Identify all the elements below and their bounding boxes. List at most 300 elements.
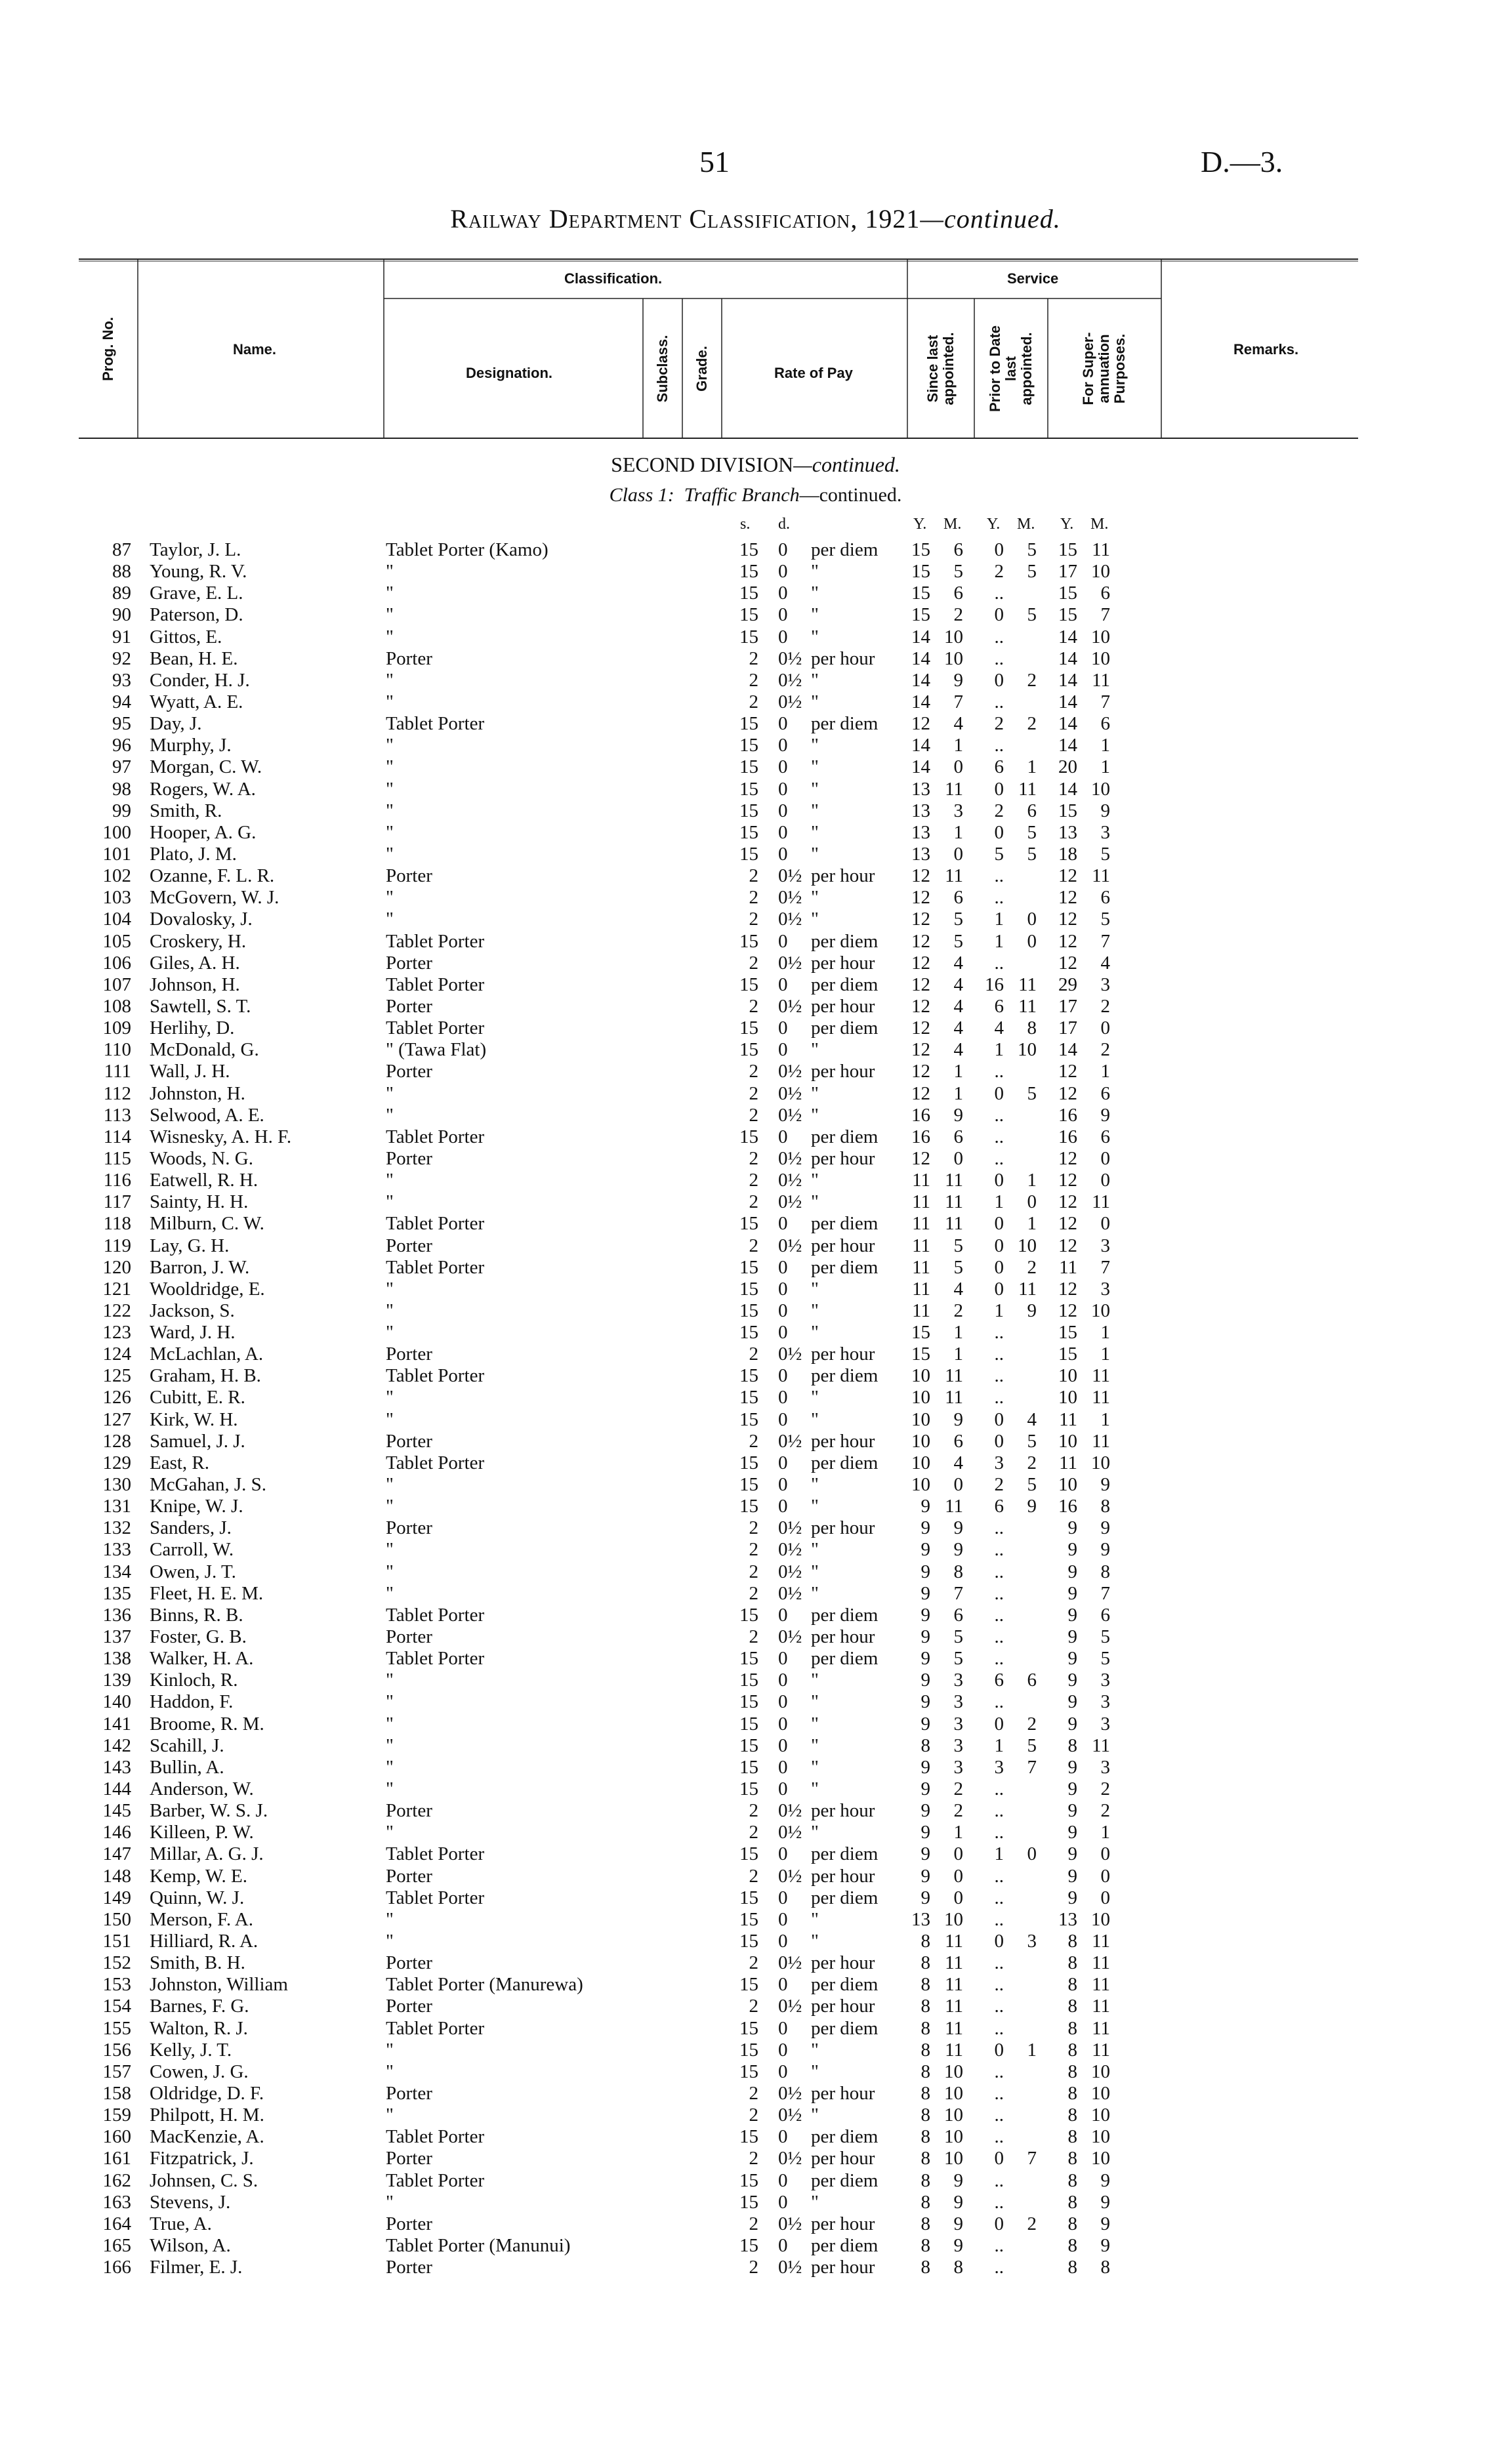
since-months: 9: [953, 2191, 963, 2213]
prog-no: 102: [102, 865, 131, 887]
pay-unit: ": [811, 1039, 819, 1061]
since-months: 0: [953, 756, 963, 778]
table-row: [0, 1952, 1511, 1974]
table-row: [0, 2148, 1511, 2169]
super-months: 11: [1092, 1931, 1110, 1952]
since-months: 11: [945, 2039, 963, 2061]
prior-months: 1: [1027, 756, 1037, 778]
super-years: 10: [1058, 1365, 1077, 1387]
since-months: 3: [953, 1670, 963, 1691]
since-years: 8: [921, 1996, 930, 2017]
since-months: 5: [953, 1256, 963, 1278]
staff-name: Woods, N. G.: [150, 1147, 253, 1169]
super-years: 12: [1058, 952, 1077, 974]
pay-shillings: 15: [739, 626, 758, 647]
prog-no: 114: [103, 1126, 131, 1147]
table-row: [0, 735, 1511, 756]
super-months: 11: [1092, 1996, 1110, 2017]
prog-no: 93: [112, 669, 131, 691]
designation: Tablet Porter: [386, 1843, 485, 1865]
super-months: 10: [1091, 561, 1110, 583]
super-months: 0: [1100, 1843, 1110, 1865]
super-years: 11: [1059, 1256, 1077, 1278]
staff-name: Gittos, E.: [150, 626, 222, 647]
super-years: 12: [1058, 1235, 1077, 1256]
pay-unit: per hour: [811, 1344, 875, 1365]
designation: Porter: [386, 1952, 432, 1974]
prior-years: 0: [994, 1278, 1004, 1300]
designation: Tablet Porter: [386, 1452, 485, 1473]
prog-no: 133: [102, 1539, 131, 1561]
staff-name: Hilliard, R. A.: [150, 1931, 259, 1952]
staff-name: Sainty, H. H.: [150, 1191, 249, 1213]
designation: " (Tawa Flat): [386, 1039, 487, 1061]
table-row: [0, 1517, 1511, 1539]
pay-pence: 0½: [778, 1104, 802, 1126]
super-years: 29: [1058, 974, 1077, 995]
prog-no: 126: [102, 1387, 131, 1408]
prior-months: 7: [1027, 1756, 1037, 1778]
table-row: [0, 626, 1511, 648]
since-months: 9: [953, 2234, 963, 2256]
staff-name: Murphy, J.: [150, 735, 232, 756]
designation: Tablet Porter: [386, 713, 485, 735]
pay-unit: ": [811, 1778, 819, 1800]
prog-no: 137: [102, 1626, 131, 1648]
since-months: 9: [953, 1408, 963, 1430]
pay-shillings: 2: [749, 995, 758, 1017]
class-label: Class 1:: [609, 484, 674, 506]
super-years: 13: [1058, 1908, 1077, 1930]
pay-pence: 0: [778, 1039, 788, 1061]
staff-name: Sawtell, S. T.: [150, 995, 251, 1017]
designation: ": [386, 1322, 394, 1344]
pay-shillings: 2: [749, 1996, 758, 2017]
pay-unit: ": [811, 1104, 819, 1126]
prog-no: 112: [103, 1082, 131, 1104]
pay-unit: ": [811, 1170, 819, 1191]
designation: Porter: [386, 865, 432, 887]
pay-shillings: 15: [739, 2169, 758, 2191]
pay-shillings: 2: [749, 1626, 758, 1648]
prior-years: ..: [994, 1887, 1004, 1908]
since-months: 10: [944, 2082, 963, 2104]
pay-unit: ": [811, 626, 819, 647]
since-years: 13: [911, 1908, 930, 1930]
pay-unit: ": [811, 2191, 819, 2213]
since-months: 1: [953, 735, 963, 756]
staff-name: Cowen, J. G.: [150, 2061, 249, 2082]
super-months: 9: [1100, 1539, 1110, 1561]
since-years: 9: [921, 1822, 930, 1843]
pay-pence: 0½: [778, 1865, 802, 1887]
table-row: [0, 1148, 1511, 1170]
designation: Tablet Porter: [386, 1213, 485, 1235]
pay-unit: per hour: [811, 2257, 875, 2278]
pay-pence: 0: [778, 756, 788, 778]
prior-months: 5: [1027, 1474, 1037, 1496]
pay-shillings: 15: [739, 1365, 758, 1387]
pay-pence: 0½: [778, 1952, 802, 1974]
prior-years: ..: [994, 2105, 1004, 2126]
super-years: 14: [1058, 735, 1077, 756]
prog-no: 143: [102, 1756, 131, 1778]
table-row: [0, 1300, 1511, 1322]
unit-prior-months: M.: [1017, 516, 1035, 533]
designation: Tablet Porter: [386, 1648, 485, 1670]
super-months: 10: [1091, 1908, 1110, 1930]
designation: Porter: [386, 2213, 432, 2234]
pay-shillings: 2: [749, 1800, 758, 1822]
designation: ": [386, 583, 394, 604]
since-months: 4: [953, 1452, 963, 1473]
prog-no: 127: [102, 1408, 131, 1430]
table-row: [0, 1996, 1511, 2017]
prior-years: 0: [994, 778, 1004, 800]
staff-name: Barnes, F. G.: [150, 1996, 249, 2017]
pay-shillings: 2: [749, 2257, 758, 2278]
super-years: 9: [1067, 1626, 1077, 1648]
super-years: 8: [1067, 2213, 1077, 2234]
pay-shillings: 15: [739, 1691, 758, 1713]
super-months: 6: [1100, 583, 1110, 604]
pay-pence: 0: [778, 2191, 788, 2213]
prior-years: ..: [994, 952, 1004, 974]
prog-no: 125: [102, 1365, 131, 1387]
designation: ": [386, 1670, 394, 1691]
prog-no: 152: [102, 1952, 131, 1974]
pay-unit: ": [811, 756, 819, 778]
super-months: 2: [1100, 995, 1110, 1017]
prior-months: 5: [1027, 604, 1037, 626]
pay-shillings: 2: [749, 647, 758, 669]
pay-unit: per diem: [811, 1017, 879, 1039]
prior-months: 6: [1027, 800, 1037, 821]
since-years: 11: [912, 1191, 930, 1213]
prior-years: ..: [994, 2234, 1004, 2256]
super-months: 2: [1100, 1039, 1110, 1061]
table-row: [0, 844, 1511, 865]
pay-unit: ": [811, 735, 819, 756]
staff-name: Fitzpatrick, J.: [150, 2148, 254, 2169]
staff-name: Ozanne, F. L. R.: [150, 865, 275, 887]
pay-shillings: 15: [739, 756, 758, 778]
staff-name: Paterson, D.: [150, 604, 243, 626]
since-months: 3: [953, 1756, 963, 1778]
super-years: 11: [1059, 1452, 1077, 1473]
pay-unit: ": [811, 1735, 819, 1756]
designation: Porter: [386, 952, 432, 974]
prior-years: 3: [994, 1756, 1004, 1778]
prior-years: ..: [994, 1147, 1004, 1169]
super-months: 8: [1100, 1561, 1110, 1582]
super-months: 0: [1100, 1147, 1110, 1169]
pay-pence: 0½: [778, 1061, 802, 1082]
prog-no: 92: [112, 647, 131, 669]
header-rate-of-pay: Rate of Pay: [774, 365, 853, 381]
staff-name: Quinn, W. J.: [150, 1887, 245, 1908]
pay-unit: ": [811, 1561, 819, 1582]
pay-unit: ": [811, 2105, 819, 2126]
since-years: 15: [911, 583, 930, 604]
prog-no: 107: [102, 974, 131, 995]
super-years: 9: [1067, 1517, 1077, 1539]
pay-pence: 0: [778, 1126, 788, 1147]
staff-name: Kinloch, R.: [150, 1670, 238, 1691]
designation: ": [386, 1474, 394, 1496]
staff-name: Graham, H. B.: [150, 1365, 261, 1387]
pay-shillings: 2: [749, 1170, 758, 1191]
pay-shillings: 15: [739, 1387, 758, 1408]
table-row: [0, 1170, 1511, 1191]
since-months: 2: [953, 1800, 963, 1822]
designation: Porter: [386, 1430, 432, 1452]
pay-shillings: 2: [749, 1191, 758, 1213]
pay-unit: per hour: [811, 952, 875, 974]
pay-shillings: 15: [739, 539, 758, 560]
pay-pence: 0: [778, 1908, 788, 1930]
super-years: 9: [1067, 1539, 1077, 1561]
pay-shillings: 15: [739, 1778, 758, 1800]
prior-years: ..: [994, 865, 1004, 887]
prior-years: ..: [994, 1344, 1004, 1365]
prior-years: 2: [994, 800, 1004, 821]
pay-unit: ": [811, 887, 819, 909]
pay-unit: ": [811, 778, 819, 800]
class-subtitle: [0, 484, 1511, 506]
prior-years: ..: [994, 1604, 1004, 1626]
prior-years: 0: [994, 821, 1004, 843]
designation: ": [386, 1496, 394, 1517]
pay-unit: ": [811, 1496, 819, 1517]
table-row: [0, 1931, 1511, 1952]
table-row: [0, 2170, 1511, 2192]
super-years: 15: [1058, 604, 1077, 626]
prog-no: 148: [102, 1865, 131, 1887]
super-years: 12: [1058, 1082, 1077, 1104]
pay-shillings: 15: [739, 974, 758, 995]
document-title-suffix: —continued.: [920, 204, 1061, 234]
pay-shillings: 15: [739, 1604, 758, 1626]
pay-unit: ": [811, 691, 819, 712]
pay-pence: 0: [778, 1931, 788, 1952]
prog-no: 118: [103, 1213, 131, 1235]
super-years: 9: [1067, 1713, 1077, 1735]
table-row: [0, 2061, 1511, 2083]
pay-unit: ": [811, 1582, 819, 1604]
table-row: [0, 2192, 1511, 2213]
staff-name: Rogers, W. A.: [150, 778, 256, 800]
pay-shillings: 15: [739, 2039, 758, 2061]
pay-pence: 0½: [778, 1430, 802, 1452]
designation: ": [386, 1278, 394, 1300]
super-years: 14: [1058, 1039, 1077, 1061]
table-row: [0, 1191, 1511, 1213]
since-months: 6: [953, 539, 963, 560]
prior-months: 0: [1027, 1191, 1037, 1213]
since-years: 9: [921, 1756, 930, 1778]
since-years: 8: [921, 2234, 930, 2256]
prior-years: ..: [994, 1626, 1004, 1648]
super-years: 9: [1067, 1582, 1077, 1604]
prior-months: 5: [1027, 539, 1037, 560]
prog-no: 151: [102, 1931, 131, 1952]
super-months: 11: [1092, 539, 1110, 560]
table-row: [0, 1322, 1511, 1344]
pay-pence: 0½: [778, 1561, 802, 1582]
since-years: 13: [911, 821, 930, 843]
prog-no: 159: [102, 2105, 131, 2126]
super-months: 11: [1092, 1365, 1110, 1387]
prior-years: 3: [994, 1452, 1004, 1473]
document-title-main: Railway Department Classification, 1921: [450, 204, 921, 234]
pay-pence: 0: [778, 1887, 788, 1908]
staff-name: Croskery, H.: [150, 930, 247, 952]
prog-no: 135: [102, 1582, 131, 1604]
pay-pence: 0: [778, 1778, 788, 1800]
header-prog-no: Prog. No.: [100, 317, 116, 381]
pay-unit: per diem: [811, 1126, 879, 1147]
table-row: [0, 1691, 1511, 1713]
prog-no: 115: [103, 1147, 131, 1169]
super-months: 11: [1092, 865, 1110, 887]
super-months: 9: [1100, 1474, 1110, 1496]
super-years: 9: [1067, 1691, 1077, 1713]
table-row: [0, 1561, 1511, 1583]
super-months: 2: [1100, 1778, 1110, 1800]
prog-no: 110: [103, 1039, 131, 1061]
designation: ": [386, 1082, 394, 1104]
pay-unit: ": [811, 909, 819, 930]
pay-shillings: 15: [739, 1496, 758, 1517]
prog-no: 154: [102, 1996, 131, 2017]
staff-name: Wisnesky, A. H. F.: [150, 1126, 292, 1147]
prog-no: 140: [102, 1691, 131, 1713]
pay-shillings: 15: [739, 1843, 758, 1865]
prior-years: 0: [994, 1213, 1004, 1235]
prior-years: ..: [994, 1126, 1004, 1147]
super-months: 11: [1092, 1952, 1110, 1974]
since-years: 8: [921, 2213, 930, 2234]
pay-shillings: 2: [749, 1539, 758, 1561]
super-years: 14: [1058, 778, 1077, 800]
pay-unit: per hour: [811, 1430, 875, 1452]
super-months: 0: [1100, 1865, 1110, 1887]
since-years: 12: [911, 995, 930, 1017]
pay-shillings: 2: [749, 1104, 758, 1126]
pay-pence: 0: [778, 583, 788, 604]
pay-unit: per hour: [811, 647, 875, 669]
staff-name: Bullin, A.: [150, 1756, 224, 1778]
pay-unit: ": [811, 2061, 819, 2082]
pay-unit: per hour: [811, 1800, 875, 1822]
header-since-last-appointed: Since last appointed.: [924, 332, 957, 405]
pay-unit: per diem: [811, 1452, 879, 1473]
since-years: 8: [921, 1974, 930, 1996]
since-years: 12: [911, 974, 930, 995]
pay-pence: 0: [778, 561, 788, 583]
pay-shillings: 15: [739, 604, 758, 626]
staff-name: Barron, J. W.: [150, 1256, 250, 1278]
since-years: 8: [921, 1735, 930, 1756]
staff-name: Johnsen, C. S.: [150, 2169, 259, 2191]
prior-years: ..: [994, 735, 1004, 756]
prior-years: ..: [994, 626, 1004, 647]
prior-years: ..: [994, 2169, 1004, 2191]
prog-no: 96: [112, 735, 131, 756]
prog-no: 91: [112, 626, 131, 647]
prog-no: 142: [102, 1735, 131, 1756]
prog-no: 150: [102, 1908, 131, 1930]
staff-name: Jackson, S.: [150, 1300, 235, 1321]
since-years: 15: [911, 561, 930, 583]
designation: ": [386, 626, 394, 647]
pay-unit: per diem: [811, 1604, 879, 1626]
designation: ": [386, 1387, 394, 1408]
unit-since-months: M.: [943, 516, 962, 533]
super-years: 9: [1067, 1648, 1077, 1670]
staff-name: Wooldridge, E.: [150, 1278, 265, 1300]
section-title: [0, 453, 1511, 477]
designation: ": [386, 821, 394, 843]
super-years: 17: [1058, 561, 1077, 583]
table-row: [0, 865, 1511, 887]
staff-name: Walton, R. J.: [150, 2017, 248, 2039]
designation: ": [386, 1300, 394, 1321]
pay-unit: per diem: [811, 1213, 879, 1235]
prior-months: 2: [1027, 2213, 1037, 2234]
staff-name: Johnston, H.: [150, 1082, 245, 1104]
pay-unit: ": [811, 1387, 819, 1408]
staff-name: Morgan, C. W.: [150, 756, 262, 778]
super-months: 10: [1091, 2061, 1110, 2082]
table-row: [0, 1648, 1511, 1670]
prior-months: 6: [1027, 1670, 1037, 1691]
since-years: 8: [921, 1931, 930, 1952]
since-months: 4: [953, 952, 963, 974]
staff-name: Ward, J. H.: [150, 1322, 236, 1344]
header-subclass: Subclass.: [654, 335, 671, 403]
prog-no: 138: [102, 1648, 131, 1670]
prior-months: 11: [1018, 974, 1037, 995]
super-years: 10: [1058, 1387, 1077, 1408]
super-months: 7: [1100, 1582, 1110, 1604]
pay-unit: ": [811, 1539, 819, 1561]
prog-no: 158: [102, 2082, 131, 2104]
pay-pence: 0: [778, 1974, 788, 1996]
super-years: 9: [1067, 1843, 1077, 1865]
super-years: 14: [1058, 626, 1077, 647]
designation: Porter: [386, 2082, 432, 2104]
prior-years: ..: [994, 2257, 1004, 2278]
table-row: [0, 713, 1511, 735]
since-months: 5: [953, 1235, 963, 1256]
prog-no: 89: [112, 583, 131, 604]
super-months: 10: [1091, 778, 1110, 800]
staff-name: Wilson, A.: [150, 2234, 231, 2256]
designation: Porter: [386, 1626, 432, 1648]
prior-months: 2: [1027, 1256, 1037, 1278]
pay-shillings: 2: [749, 1430, 758, 1452]
super-months: 3: [1100, 1670, 1110, 1691]
pay-pence: 0: [778, 604, 788, 626]
super-years: 20: [1058, 756, 1077, 778]
staff-name: Knipe, W. J.: [150, 1496, 243, 1517]
prior-months: 9: [1027, 1300, 1037, 1321]
pay-unit: ": [811, 1408, 819, 1430]
pay-pence: 0: [778, 2039, 788, 2061]
prog-no: 116: [103, 1170, 131, 1191]
